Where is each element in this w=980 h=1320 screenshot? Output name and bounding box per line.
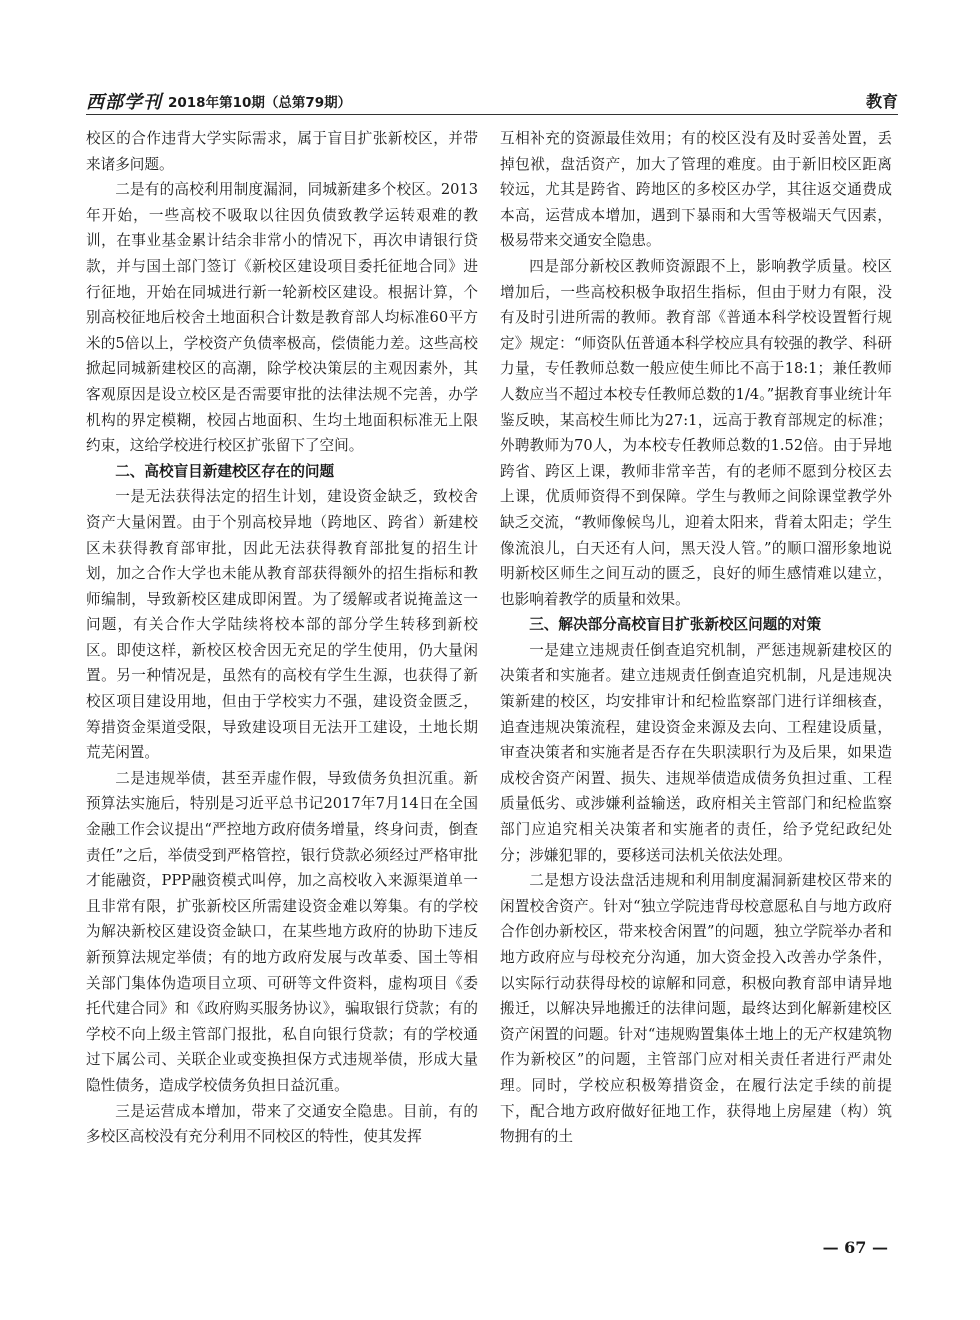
paragraph: 二是违规举债，甚至弄虚作假，导致债务负担沉重。新预算法实施后，特别是习近平总书记2017年7月14日在全国金融工作会议提出“严控地方政府债务增量，终身问责，倒查责任”之后，举债受到严格管控，银行贷款必须经过严格审批才能融资，PPP融资模式叫停，加之高校收入来源渠道单一且非常有限，扩张新校区所需建设资金难以筹集。有的学校为解决新校区建设资金缺口，在某些地方政府的协助下违反新预算法规定举债；有的地方政府发展与改革委、国土等相关部门集体伪造项目立项、可研等文件资料，虚构项目《委托代建合同》和《政府购买服务协议》，骗取银行贷款；有的学校不向上级主管部门报批，私自向银行贷款；有的学校通过下属公司、关联企业或变换担保方式违规举债，形成大量隐性债务，造成学校债务负担日益沉重。 [86, 769, 478, 1094]
page-header [86, 86, 898, 115]
issue-info: 2018年第10期（总第79期） [168, 95, 352, 111]
paragraph: 一是建立违规责任倒查追究机制，严惩违规新建校区的决策者和实施者。建立违规责任倒查追究机制，凡是违规决策新建的校区，均安排审计和纪检监察部门进行详细核查，追查违规决策流程，建设资金来源及去向、工程建设质量，审查决策者和实施者是否存在失职渎职行为及后果，如果造成校舍资产闲置、损失、违规举债造成债务负担过重、工程质量低劣、或涉嫌利益输送，政府相关主管部门和纪检监察部门应追究相关决策者和实施者的责任，给予党纪政纪处分；涉嫌犯罪的，要移送司法机关依法处理。 [500, 641, 892, 864]
section-heading: 三、解决部分高校盲目扩张新校区问题的对策 [529, 616, 822, 634]
paragraph: 四是部分新校区教师资源跟不上，影响教学质量。校区增加后，一些高校积极争取招生指标，但由于财力有限，没有及时引进所需的教师。教育部《普通本科学校设置暂行规定》规定：“师资队伍普通本科学校应具有较强的教学、科研力量，专任教师总数一般应使生师比不高于18:1；兼任教师人数应当不超过本校专任教师总数的1/4。”据教育事业统计年鉴反映，某高校生师比为27:1，远高于教育部规定的标准；外聘教师为70人，为本校专任教师总数的1.52倍。由于异地跨省、跨区上课，教师非常辛苦，有的老师不愿到分校区去上课，优质师资得不到保障。学生与教师之间除课堂教学外缺乏交流，“教师像候鸟儿，迎着太阳来，背着太阳走；学生像流浪儿，白天还有人问，黑天没人管。”的顺口溜形象地说明新校区师生之间互动的匮乏，良好的师生感情难以建立，也影响着教学的质量和效果。 [500, 257, 892, 608]
left-column [86, 126, 478, 1226]
right-column [500, 126, 892, 1226]
journal-title: 西部学刊 [86, 92, 162, 113]
paragraph: 三是运营成本增加，带来了交通安全隐患。目前，有的多校区高校没有充分利用不同校区的特性，使其发挥 [86, 1102, 478, 1146]
section-heading: 二、高校盲目新建校区存在的问题 [115, 462, 335, 480]
paragraph: 二是想方设法盘活违规和利用制度漏洞新建校区带来的闲置校舍资产。针对“独立学院违背母校意愿私自与地方政府合作创办新校区，带来校舍闲置”的问题，独立学院举办者和地方政府应与母校充分沟通，加大资金投入改善办学条件，以实际行动获得母校的谅解和同意，积极向教育部申请异地搬迁，以解决异地搬迁的法律问题，最终达到化解新建校区资产闲置的问题。针对“违规购置集体土地上的无产权建筑物作为新校区”的问题，主管部门应对相关责任者进行严肃处理。同时，学校应积极筹措资金，在履行法定手续的前提下，配合地方政府做好征地工作，获得地上房屋建（构）筑物拥有的土 [500, 872, 892, 1146]
page-number: — 67 — [822, 1238, 888, 1257]
section-label: 教育 [865, 92, 898, 111]
paragraph: 一是无法获得法定的招生计划，建设资金缺乏，致校舍资产大量闲置。由于个别高校异地（跨地区、跨省）新建校区未获得教育部审批，因此无法获得教育部批复的招生计划，加之合作大学也未能从教育部获得额外的招生指标和教师编制，导致新校区建成即闲置。为了缓解或者说掩盖这一问题，有关合作大学陆续将校本部的部分学生转移到新校区。即使这样，新校区校舍因无充足的学生使用，仍大量闲置。另一种情况是，虽然有的高校有学生生源，也获得了新校区项目建设用地，但由于学校实力不强，建设资金匮乏，筹措资金渠道受限，导致建设项目无法开工建设，土地长期荒芜闲置。 [86, 488, 478, 762]
paragraph: 校区的合作违背大学实际需求，属于盲目扩张新校区，并带来诸多问题。 [86, 130, 478, 173]
paragraph: 互相补充的资源最佳效用；有的校区没有及时妥善处置，丢掉包袱，盘活资产，加大了管理的难度。由于新旧校区距离较远，尤其是跨省、跨地区的多校区办学，其往返交通费成本高，运营成本增加，遇到下暴雨和大雪等极端天气因素，极易带来交通安全隐患。 [500, 130, 892, 250]
paragraph: 二是有的高校利用制度漏洞，同城新建多个校区。2013年开始，一些高校不吸取以往因负债致教学运转艰难的教训，在事业基金累计结余非常小的情况下，再次申请银行贷款，并与国土部门签订《新校区建设项目委托征地合同》进行征地，开始在同城进行新一轮新校区建设。根据计算，个别高校征地后校舍土地面积合计数是教育部人均标准60平方米的5倍以上，学校资产负债率极高，偿债能力差。这些高校掀起同城新建校区的高潮，除学校决策层的主观因素外，其客观原因是设立校区是否需要审批的法律法规不完善，办学机构的界定模糊，校园占地面积、生均土地面积标准无上限约束，这给学校进行校区扩张留下了空间。 [86, 181, 478, 455]
